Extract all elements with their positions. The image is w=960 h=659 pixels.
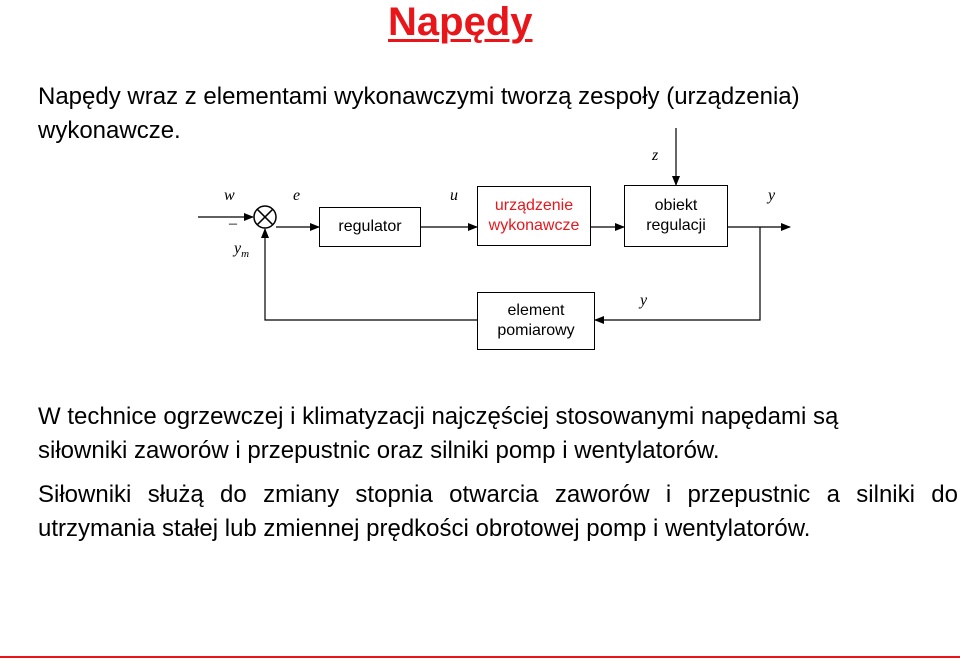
plant-label-line2: regulacji (646, 217, 706, 234)
signal-w-label: w (224, 187, 235, 204)
paragraph-drives: W technice ogrzewczej i klimatyzacji najczęściej stosowanymi napędami są siłowniki zaworów i przepustnic oraz silniki pomp i wentylatorów. (38, 403, 839, 464)
page-title: Napędy (388, 0, 533, 44)
sensor-block (477, 292, 595, 350)
regulator-block (319, 207, 421, 247)
signal-y-output-label: y (768, 187, 776, 204)
signal-u-label: u (450, 187, 458, 204)
signal-e-label: e (293, 187, 301, 204)
paragraph-actuators: Siłowniki służą do zmiany stopnia otwarcia zaworów i przepustnic a silniki do utrzymania stałej lub zmiennej prędkości obrotowej pomp i wentylatorów. (38, 481, 958, 542)
summing-junction-icon (254, 206, 276, 228)
bottom-divider (0, 656, 960, 658)
actuator-block (477, 186, 591, 246)
signal-z-label: z (652, 147, 659, 164)
actuator-label-line2: wykonawcze (488, 217, 580, 234)
sensor-label-line1: element (507, 302, 565, 319)
sensor-label-line2: pomiarowy (497, 322, 575, 339)
plant-block (624, 185, 728, 247)
signal-ym-label: $y_m$ (234, 240, 250, 261)
actuator-label-line1: urządzenie (494, 197, 574, 214)
signal-minus-label: – (229, 215, 237, 232)
regulator-label: regulator (338, 218, 402, 235)
plant-label-line1: obiekt (654, 197, 698, 214)
intro-paragraph: Napędy wraz z elementami wykonawczymi tworzą zespoły (urządzenia) wykonawcze. (38, 83, 800, 144)
signal-y-feedback-label: y (640, 292, 648, 309)
